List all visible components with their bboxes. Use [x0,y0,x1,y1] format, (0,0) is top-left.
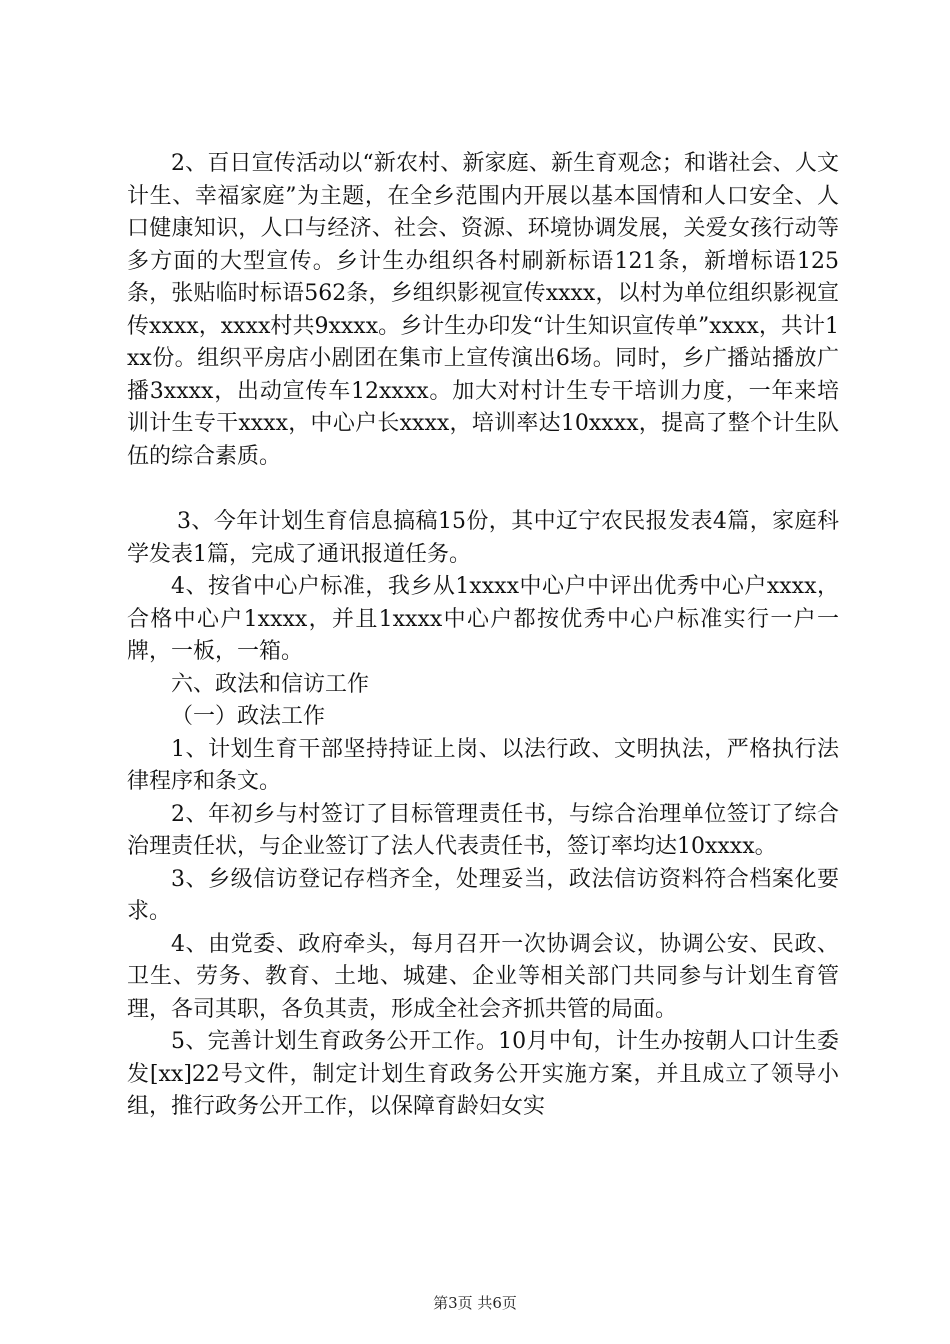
paragraph-public-affairs: 5、完善计划生育政务公开工作。10月中旬，计生办按朝人口计生委发[xx]22号文件，制定计划生育政务公开实施方案，并且成立了领导小组，推行政务公开工作，以保障育龄妇女实 [127,1029,839,1119]
paragraph-information-reports: 3、今年计划生育信息搞稿15份，其中辽宁农民报发表4篇，家庭科学发表1篇，完成了通讯报道任务。 [127,509,839,567]
paragraph-law-enforcement: 1、计划生育干部坚持持证上岗、以法行政、文明执法，严格执行法律程序和条文。 [127,736,839,794]
paragraph-center-households: 4、按省中心户标准，我乡从1xxxx中心户中评出优秀中心户xxxx，合格中心户1xxxx，并且1xxxx中心户都按优秀中心户标准实行一户一牌，一板，一箱。 [127,574,839,664]
section-heading-politics-law: 六、政法和信访工作 [171,671,370,697]
paragraph-petition-records: 3、乡级信访登记存档齐全，处理妥当，政法信访资料符合档案化要求。 [127,866,839,924]
paragraph-coordination-meetings: 4、由党委、政府牵头，每月召开一次协调会议，协调公安、民政、卫生、劳务、教育、土地、城建、企业等相关部门共同参与计划生育管理，各司其职，各负其责，形成全社会齐抓共管的局面。 [127,931,839,1022]
document-body [127,148,839,1124]
subsection-heading-politics-law: （一）政法工作 [171,704,326,729]
paragraph-publicity-campaign: 2、百日宣传活动以“新农村、新家庭、新生育观念；和谐社会、人文计生、幸福家庭”为主题，在全乡范围内开展以基本国情和人口安全、人口健康知识，人口与经济、社会、资源、环境协调发展，关爱女孩行动等多方面的大型宣传。乡计生办组织各村刷新标语121条，新增标语125条，张贴临时标语562条，乡组织影视宣传xxxx，以村为单位组织影视宣传xxxx，xxxx村共9xxxx。乡计生办印发“计生知识宣传单”xxxx，共计1xx份。组织平房店小剧团在集市上宣传演出6场。同时，乡广播站播放广播3xxxx，出动宣传车12xxxx。加大对村计生专干培训力度，一年来培训计生专干xxxx，中心户长xxxx，培训率达10xxxx，提高了整个计生队伍的综合素质。 [127,151,839,469]
page-number-footer: 第3页 共6页 [433,1294,517,1312]
paragraph-responsibility-agreements: 2、年初乡与村签订了目标管理责任书，与综合治理单位签订了综合治理责任状，与企业签订了法人代表责任书，签订率均达10xxxx。 [127,801,839,859]
